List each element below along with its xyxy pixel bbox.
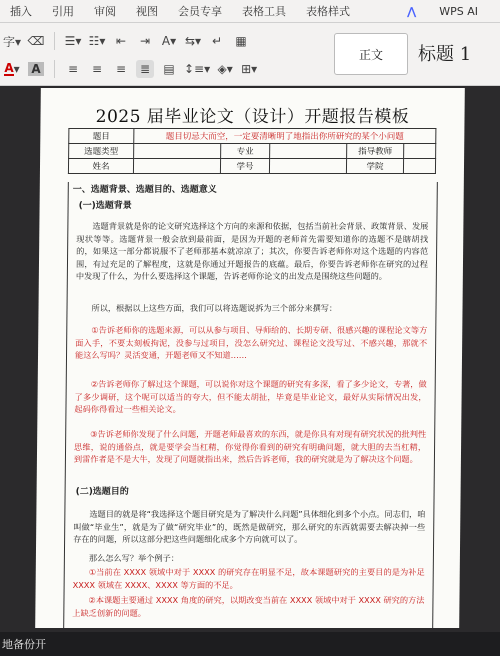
tab-view[interactable]: 视图 [136,5,158,18]
college-label-cell: 学院 [346,159,403,174]
advisor-value-cell[interactable] [404,144,436,159]
paragraph-example-2: ②本课题主要通过 XXXX 角度的研究，以期改变当前在 XXXX 领域中对于 XXXX 研究的方法上缺乏创新的问题。 [72,595,425,618]
major-value-cell[interactable] [270,144,347,159]
bullet-list-icon[interactable]: ☰▾ [64,34,82,48]
align-right-icon[interactable]: ≡ [115,62,127,76]
toolbar-row-1 [0,29,253,53]
paragraph-example-intro: 那么怎么写？举个例子： [88,553,180,563]
paragraph-point-2: ②告诉老师你了解过这个课题，可以说你对这个课题的研究有多深，看了多少论文，专著，做了多少调研，这个呢可以适当的夸大，但不能太胡扯，毕竟是毕业论文，最好从实际情况出发，起码你得看过一些相关论文。 [74,379,427,414]
align-left-icon[interactable]: ≡ [67,62,79,76]
wps-ai-logo-icon: ⋀ [406,4,417,18]
section-heading-1: 一、选题背景、选题目的、选题意义 [72,185,217,195]
paragraph-summary: 所以，根据以上这些方面，我们可以将选题说拆为三个部分来撰写： [91,303,338,313]
id-value-cell[interactable] [269,159,346,174]
style-heading1-button[interactable]: 标题 1 [418,44,472,65]
status-bar [0,632,500,656]
shading-icon[interactable]: ◈▾ [217,62,233,76]
major-label-cell: 专业 [221,144,270,159]
align-center-icon[interactable]: ≡ [91,62,103,76]
topic-label-cell: 题目 [69,129,134,144]
show-marks-icon[interactable]: ↵ [212,34,223,48]
style-normal-button[interactable]: 正文 [334,33,408,75]
tab-references[interactable]: 引用 [52,5,74,18]
wps-ai-button[interactable] [387,5,500,18]
backup-status-text[interactable]: 地备份开 [2,638,46,651]
document-body[interactable] [63,182,438,628]
name-value-cell[interactable] [133,159,220,174]
college-value-cell[interactable] [403,159,435,174]
text-direction-icon[interactable]: ⇆▾ [184,34,202,48]
phonetic-guide-icon[interactable]: 字▾ [3,34,22,49]
table-row [69,144,436,159]
align-justify-icon[interactable]: ≣ [136,60,154,78]
paragraph-purpose: 选题目的就是将“我选择这个题目研究是为了解决什么问题”具体细化到多个小点。同志们，咱叫做“毕业生”，就是为了做“研究毕业”的，既然是做研究，那么研究的东西就需要去解决掉一些存在的问题，所以这部分把这些问题细化成多个方向就可以了。 [73,509,426,544]
type-label-cell: 选题类型 [69,144,134,159]
decrease-indent-icon[interactable]: ⇤ [116,34,127,48]
document-title: 2025 届毕业论文（设计）开题报告模板 [95,107,410,127]
type-value-cell[interactable] [134,144,221,159]
toolbar-row-2 [0,57,261,81]
chinese-layout-icon[interactable]: A▾ [161,34,177,48]
document-page[interactable] [35,88,465,628]
table-row [69,129,436,144]
subheading-background: (一)选题背景 [78,201,132,211]
id-label-cell: 学号 [220,159,269,174]
font-color-icon[interactable]: A ▾ [4,61,20,76]
increase-indent-icon[interactable]: ⇥ [140,34,151,48]
tab-member[interactable]: 会员专享 [178,5,222,18]
paragraph-point-3: ③告诉老师你发现了什么问题，开题老师最喜欢的东西，就是你具有对现有研究状况的批判性思维，说的通俗点，就是要学会当杠精，你觉得你看到的研究有明确问题，就大胆的去当杠精，到雷作者是不是大牛，发现了问题就指出来，然后告诉老师，我的研究就是为了解决这个问题。 [73,429,427,464]
topic-value-cell[interactable]: 题目切忌大而空，一定要清晰明了地指出你所研究的某个小问题 [134,129,436,144]
tab-review[interactable]: 审阅 [94,5,116,18]
paragraph-background: 选题背景就是你的论文研究选择这个方向的来源和依据，包括当前社会背景、政策背景、发展现状等等。选题背景一般会放到最前面，是因为开题的老师首先需要知道你的选题不是瞎胡找的，如果这一部分都说服不了老师那基本就凉凉了；其次，你要告诉老师你对这个选题的内容范围，有过充足的了解程度，这就是你通过开题报告的底蕴。最后，你要告诉老师你在研究的过程中发现了什么，为什么要选择这个课题，告诉老师你论文的出发点是围绕这些问题的。 [75,221,429,281]
distributed-align-icon[interactable]: ▤ [163,62,175,76]
wps-ai-label: WPS AI [439,4,478,18]
numbered-list-icon[interactable]: ☷▾ [88,34,106,48]
char-shading-icon[interactable]: A [27,60,45,78]
clear-format-icon[interactable]: ⌫ [27,34,45,48]
ribbon-tab-bar [0,0,500,23]
subheading-purpose: (二)选题目的 [75,487,129,497]
info-table[interactable] [68,128,436,174]
borders-icon[interactable]: ⊞▾ [241,62,258,76]
toolbar-divider [54,60,55,78]
table-row [68,159,435,174]
ribbon-toolbar [0,23,500,86]
tab-table-tools[interactable]: 表格工具 [242,5,286,18]
paragraph-point-1: ①告诉老师你的选题来源，可以从参与项目、导师给的、长期专研、很感兴趣的课程论文等方面入手，不要太刻板拘泥，没参与过项目，没怎么研究过、课程论文没写过、不感兴趣，那就不能这么写吗？灵活变通，开题老师又不知道…… [74,325,428,360]
toolbar-divider [54,32,55,50]
name-label-cell: 姓名 [68,159,133,174]
tab-table-style[interactable]: 表格样式 [306,5,350,18]
paragraph-example-1: ①当前在 XXXX 领域中对于 XXXX 的研究存在明显不足，故本课题研究的主要目的是为补足 XXXX 领域在 XXXX、XXXX 等方面的不足。 [72,567,425,590]
table-grid-icon[interactable]: ▦ [235,34,247,48]
line-spacing-icon[interactable]: ↕≡▾ [184,62,211,76]
advisor-label-cell: 指导教师 [347,144,404,159]
tab-insert[interactable]: 插入 [10,5,32,18]
